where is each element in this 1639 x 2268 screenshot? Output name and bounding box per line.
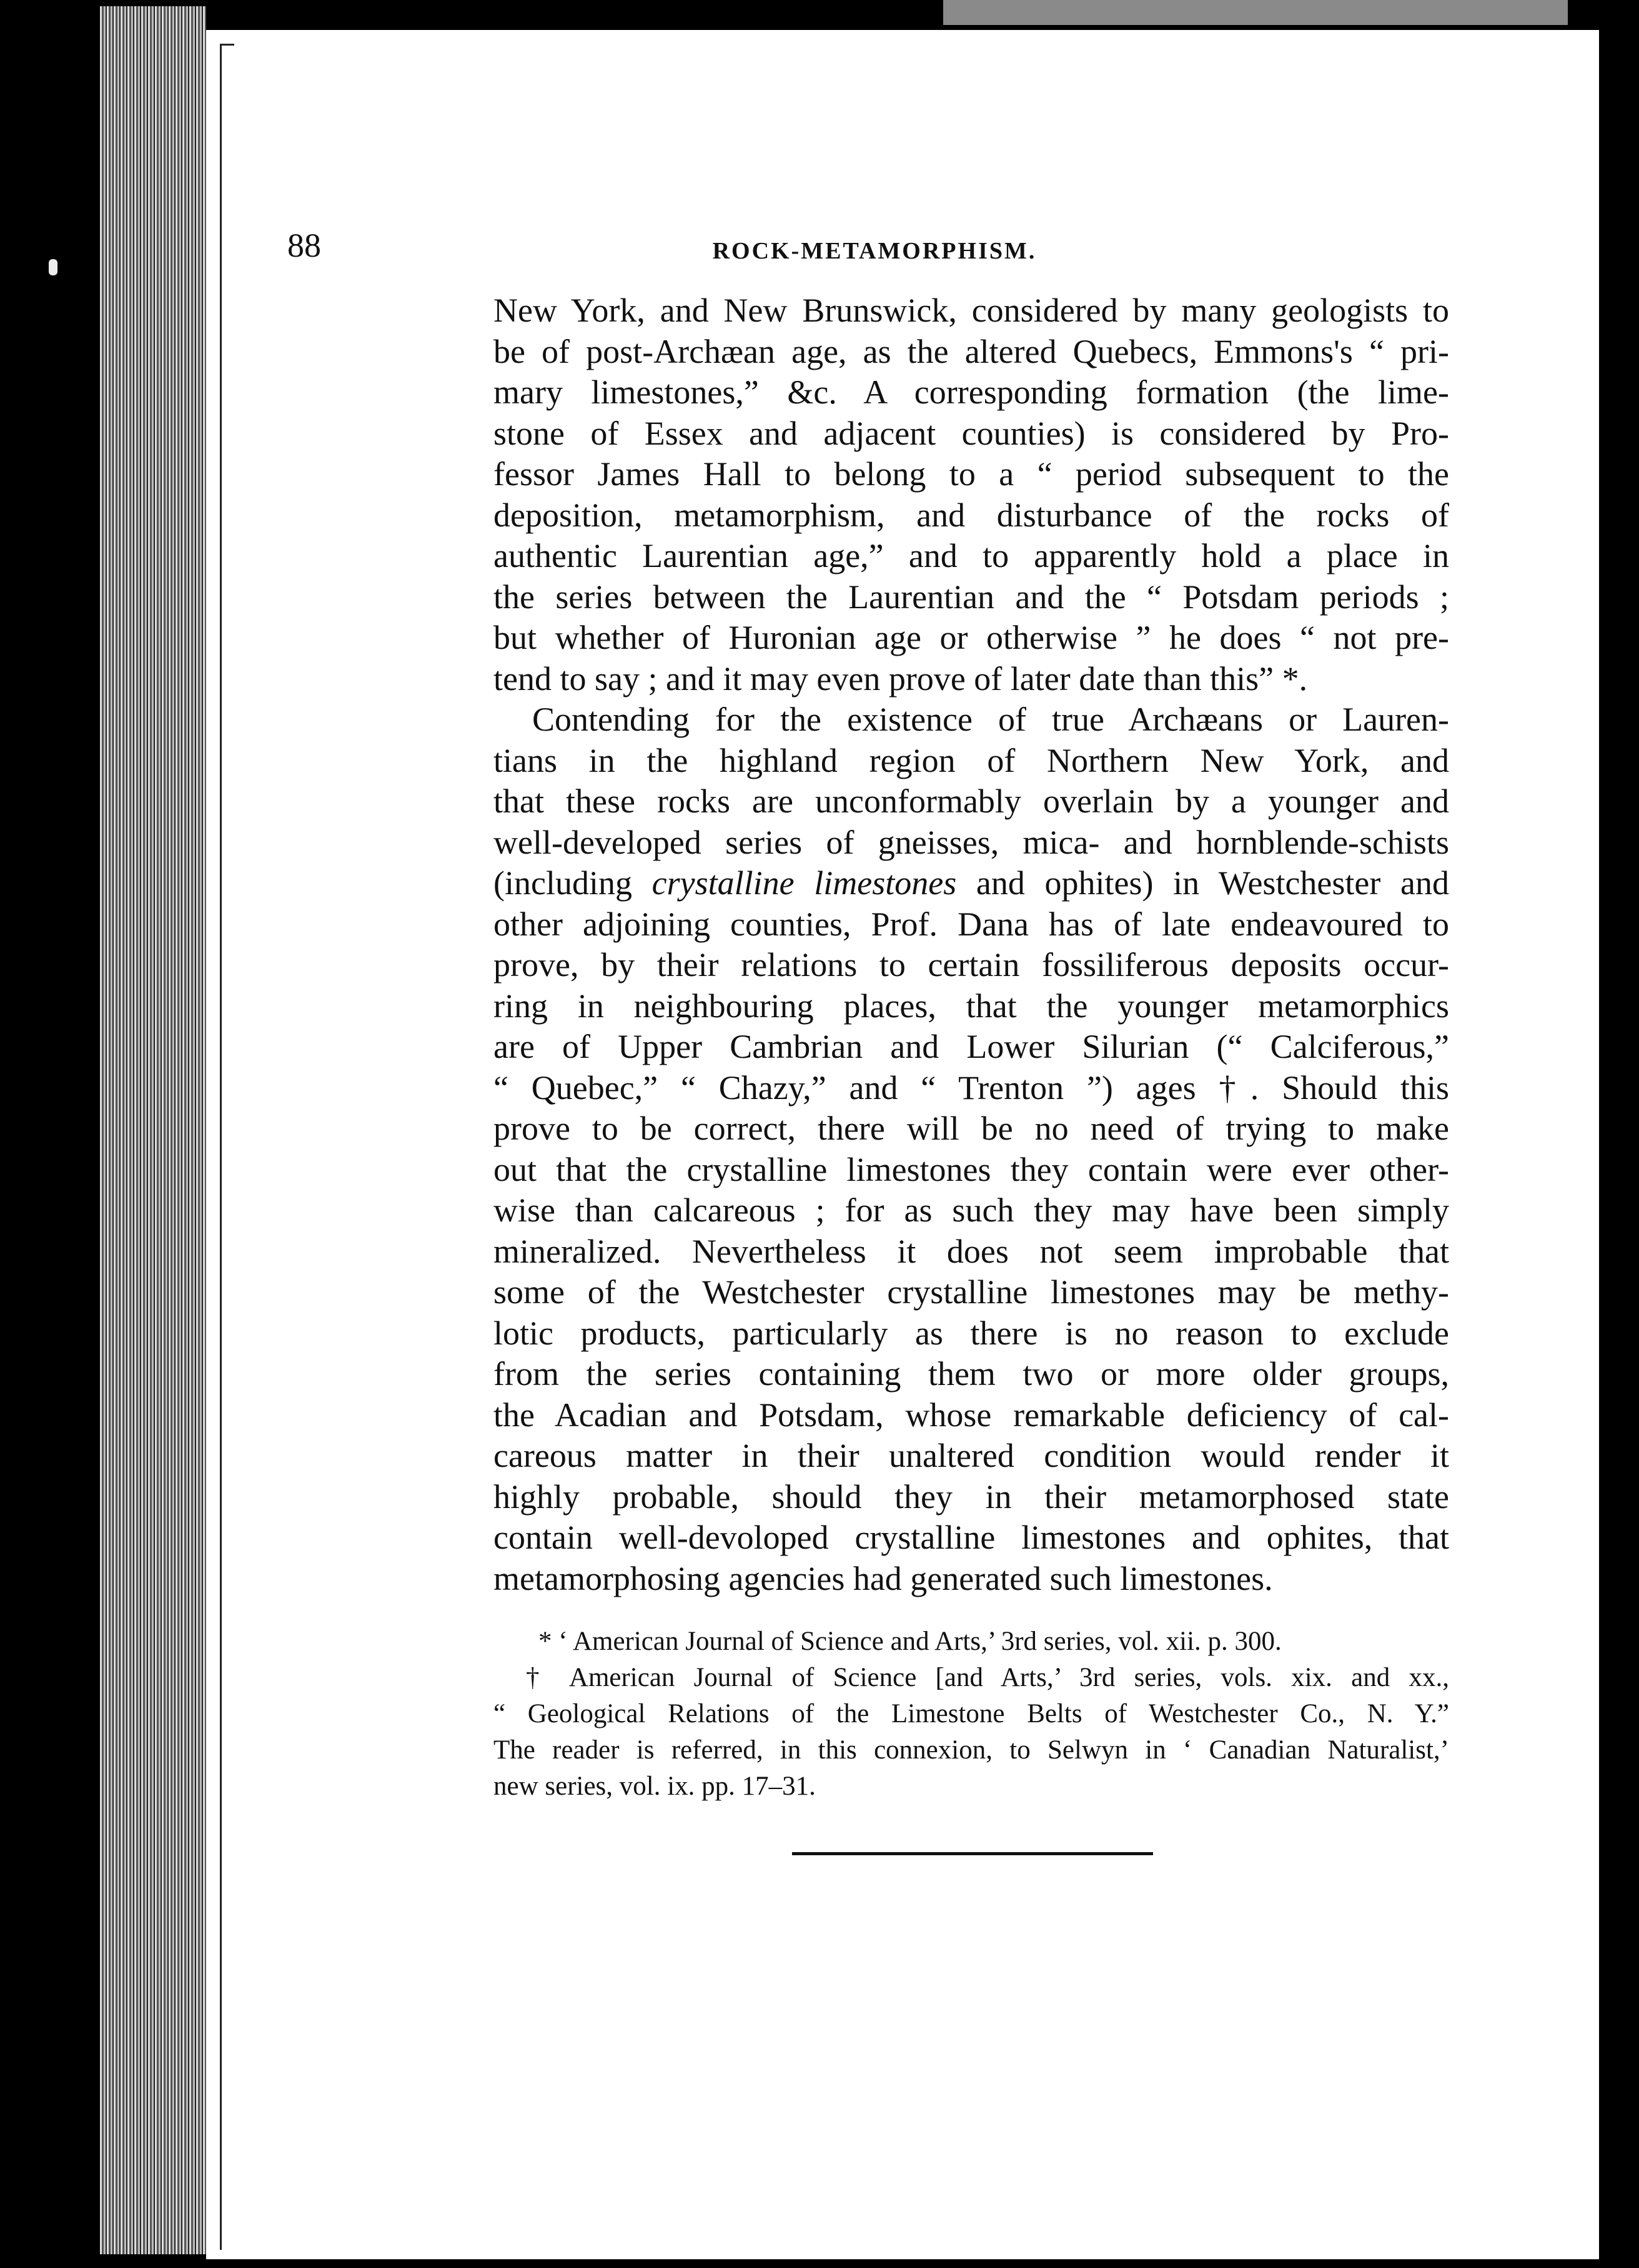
body-line: but whether of Huronian age or otherwise ” he does “ not pre-: [493, 619, 1449, 656]
body-line: tians in the highland region of Northern New York, and: [493, 741, 1449, 779]
body-line: other adjoining counties, Prof. Dana has of late endeavoured to: [493, 905, 1449, 943]
body-line: contain well-devoloped crystalline limestones and ophites, that: [493, 1519, 1449, 1556]
scan-left-border: [0, 0, 100, 2268]
body-line: highly probable, should they in their metamorphosed state: [493, 1477, 1449, 1516]
text-run: (including: [493, 864, 652, 902]
body-line: prove to be correct, there will be no need of trying to make: [493, 1110, 1449, 1147]
body-line: wise than calcareous ; for as such they may have been simply: [493, 1191, 1449, 1229]
body-line: deposition, metamorphism, and disturbance of the rocks of: [493, 496, 1449, 534]
page-fold-line: [220, 44, 234, 2250]
body-text: [493, 290, 1449, 1599]
footnote-line: * ‘ American Journal of Science and Arts,’ 3rd series, vol. xii. p. 300.: [538, 1627, 1282, 1656]
body-line: stone of Essex and adjacent counties) is considered by Pro-: [493, 414, 1449, 452]
page-number: 88: [287, 227, 321, 264]
body-line: from the series containing them two or more older groups,: [493, 1355, 1449, 1393]
body-line: prove, by their relations to certain fossiliferous deposits occur-: [493, 946, 1449, 984]
body-line: mary limestones,” &c. A corresponding formation (the lime-: [493, 373, 1449, 411]
body-line: mineralized. Nevertheless it does not seem improbable that: [493, 1232, 1449, 1270]
page-header: [287, 226, 1462, 270]
italic-phrase: crystalline limestones: [651, 864, 957, 902]
body-line: fessor James Hall to belong to a “ period subsequent to the: [493, 455, 1449, 493]
footnote-line: The reader is referred, in this connexion, to Selwyn in ‘ Canadian Naturalist,’: [493, 1735, 1449, 1765]
body-line: ring in neighbouring places, that the younger metamorphics: [493, 987, 1449, 1025]
body-line-with-italic: [493, 863, 1449, 904]
body-line: are of Upper Cambrian and Lower Silurian (“ Calciferous,”: [493, 1028, 1449, 1065]
body-line: out that the crystalline limestones they contain were ever other-: [493, 1150, 1449, 1188]
body-line: New York, and New Brunswick, considered by many geologists to: [493, 292, 1449, 329]
body-line: that these rocks are unconformably overlain by a younger and: [493, 782, 1449, 820]
body-line: some of the Westchester crystalline limestones may be methy-: [493, 1273, 1449, 1311]
footnotes: [493, 1624, 1449, 1805]
body-line: be of post-Archæan age, as the altered Quebecs, Emmons's “ pri-: [493, 332, 1449, 370]
body-line: authentic Laurentian age,” and to apparently hold a place in: [493, 537, 1449, 574]
end-rule: [792, 1852, 1153, 1855]
body-line: metamorphosing agencies had generated such limestones.: [493, 1559, 1273, 1597]
scan-speck: [49, 259, 57, 275]
scan-top-border: [206, 0, 1605, 30]
running-head: ROCK-METAMORPHISM.: [712, 238, 1037, 264]
body-line: Contending for the existence of true Archæans or Lauren-: [532, 701, 1449, 738]
scan-right-border: [1599, 0, 1639, 2268]
body-line: well-developed series of gneisses, mica- and hornblende-schists: [493, 823, 1449, 861]
body-line: tend to say ; and it may even prove of later date than this” *.: [493, 659, 1308, 698]
footnote-line: new series, vol. ix. pp. 17–31.: [493, 1772, 816, 1801]
body-line: the series between the Laurentian and the “ Potsdam periods ;: [493, 578, 1449, 616]
footnote-line: “ Geological Relations of the Limestone Belts of Westchester Co., N. Y.”: [493, 1699, 1449, 1728]
body-line: “ Quebec,” “ Chazy,” and “ Trenton ”) ages †. Should this: [493, 1068, 1449, 1107]
body-line: the Acadian and Potsdam, whose remarkable deficiency of cal-: [493, 1396, 1449, 1434]
text-run: and ophites) in Westchester and: [956, 864, 1449, 902]
body-line: careous matter in their unaltered condition would render it: [493, 1437, 1449, 1474]
footnote-line: † American Journal of Science [and Arts,’ 3rd series, vols. xix. and xx.,: [526, 1663, 1449, 1692]
page-edges-stack: [100, 6, 206, 2254]
body-line: lotic products, particularly as there is no reason to exclude: [493, 1314, 1449, 1352]
